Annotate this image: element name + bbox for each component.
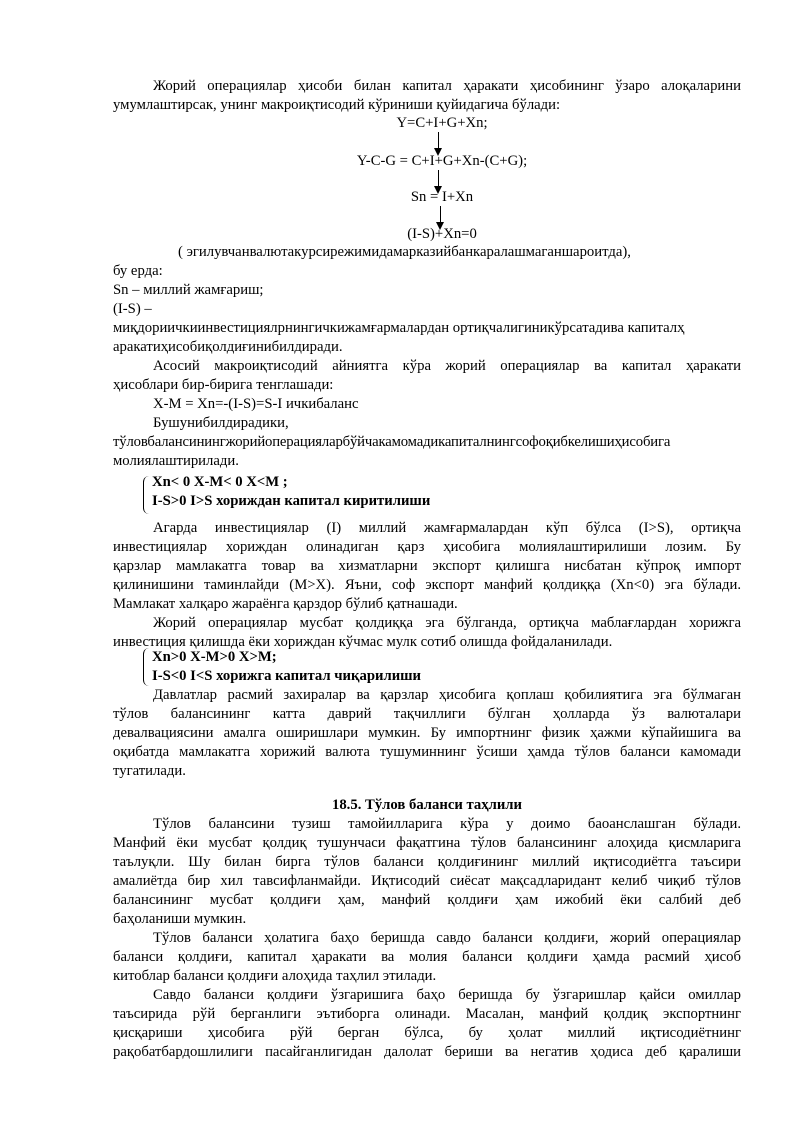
formula-2: Y-C-G = C+I+G+Xn-(C+G); (356, 153, 528, 169)
section-para-1: Тўлов балансини тузиш тамойилларига кўра у доимо баоанслашган бўлади. (153, 816, 741, 832)
case-1-condition-1: Xn< 0 X-M< 0 X<M ; (152, 474, 288, 490)
definition-sn: Sn – миллий жамғариш; (113, 282, 264, 298)
section-para-9: китоблар баланси қолдиғи алоҳида таҳлил этилади. (113, 968, 437, 984)
balance-equation: X-M = Xn=-(I-S)=S-I ичкибаланс (153, 396, 359, 412)
section-para-3: таълуқли. Шу билан бирга тўлов баланси қолдиғининг миллий иқтисодиётга таъсири (113, 854, 741, 870)
section-heading: 18.5. Тўлов баланси таҳлили (331, 797, 522, 813)
balance-line-4: тўловбалансинингжорийоперацияларбўйчакамомадикапиталнингсофоқибкелишиҳисобига (113, 434, 671, 450)
balance-line-2: ҳисоблари бир-бирига тенглашади: (113, 377, 334, 393)
case-1-condition-2: I-S>0 I>S хориждан капитал киритилиши (152, 493, 431, 509)
section-para-7: Тўлов баланси ҳолатига баҳо беришда савдо баланси қолдиғи, жорий операциялар (153, 930, 741, 946)
section-para-6: баҳоланиши мумкин. (113, 911, 247, 927)
section-para-2: Манфий ёки мусбат қолдиқ тушунчаси фақатгина тўлов балансининг алоҳида қисмларига (113, 835, 741, 851)
intro-line-2: умумлаштирсак, унинг макроиқтисодий кўриниши қуйидагича бўлади: (113, 97, 561, 113)
case-2-condition-1: Xn>0 X-M>0 X>M; (152, 649, 277, 665)
arrow-down-icon (440, 206, 441, 224)
formula-3: Sn = I+Xn (410, 189, 474, 205)
case-1-para-7: инвестиция қилишда ёки хориждан кўчмас мулк сотиб олишда фойдаланилади. (113, 634, 613, 650)
definition-is-text-2: аракатиҳисобиқолдиғинибилдиради. (113, 339, 343, 355)
case-1-para-2: инвестициялар хориждан олинадиган қарз ҳисобига молиялаштирилиши лозим. Бу (113, 539, 741, 555)
section-para-11: таъсирида рўй берганлиги эътиборга олинади. Масалан, манфий қолдиқ экспортнинг (113, 1006, 741, 1022)
definitions-label: бу ерда: (113, 263, 163, 279)
intro-line-1: Жорий операциялар ҳисоби билан капитал ҳаракати ҳисобининг ўзаро алоқаларини (153, 78, 741, 94)
case-1-para-4: қилинишини таминлайди (M>X). Яъни, соф экспорт манфий қолдиққа (Xn<0) эга бўлади. (113, 577, 741, 593)
section-para-5: балансининг мусбат қолдиғи ҳам, манфий қолдиғи ҳам ижобий ёки салбий деб (113, 892, 741, 908)
case-2-para-1: Давлатлар расмий захиралар ва қарзлар ҳисобига қоплаш қобилиятига эга бўлмаган (153, 687, 741, 703)
arrow-down-icon (438, 132, 439, 150)
brace-left (143, 648, 151, 686)
balance-line-5: молиялаштирилади. (113, 453, 239, 469)
case-1-para-5: Мамлакат халқаро жараёнга қарздор бўлиб қатнашади. (113, 596, 458, 612)
formula-1: Y=C+I+G+Xn; (396, 115, 488, 131)
formula-4: (I-S)+Xn=0 (407, 226, 477, 242)
section-para-10: Савдо баланси қолдиғи ўзгаришига баҳо беришда бу ўзгаришлар қайси омиллар (153, 987, 741, 1003)
balance-line-3: Бушунибилдирадики, (153, 415, 289, 431)
definition-is: (I-S) – (113, 301, 152, 317)
arrow-down-icon (438, 170, 439, 188)
case-1-para-1: Агарда инвестициялар (I) миллий жамғармалардан кўп бўлса (I>S), ортиқча (153, 520, 741, 536)
balance-line-1: Асосий макроиқтисодий айниятга кўра жорий операциялар ва капитал ҳаракати (153, 358, 741, 374)
section-para-4: амалиётда бир хил тавсифланмайди. Иқтисодий сиёсат мақсадларидант келиб чиқиб тўлов (113, 873, 741, 889)
case-1-para-3: қарзлар мамлакатга товар ва хизматларни экспорт қилишга нисбатан кўпроқ импорт (113, 558, 741, 574)
case-2-para-2: тўлов балансининг катта даврий тақчиллиги бўлган ҳолларда ўз валюталари (113, 706, 741, 722)
case-1-para-6: Жорий операциялар мусбат қолдиққа эга бўлганда, ортиқча маблағлардан хорижга (153, 615, 741, 631)
section-para-8: баланси қолдиғи, капитал ҳаракати ва молия баланси қолдиғи ҳамда расмий ҳисоб (113, 949, 741, 965)
case-2-para-3: девалвациясини амалга оширишлари мумкин. Бу импортнинг физик ҳажми кўпайишига ва (113, 725, 741, 741)
case-2-para-4: оқибатда мамлакатга хорижий валюта тушуминнинг ўсиши ҳамда тўлов баланси камомади (113, 744, 741, 760)
section-para-12: қисқариши ҳисобига рўй берган бўлса, бу ҳолат миллий иқтисодиётнинг (113, 1025, 741, 1041)
definition-is-text-1: миқдориичкиинвестициялрнингичкижамғармалардан ортиқчалигиникўрсатадива капиталҳ (113, 320, 685, 336)
brace-left (143, 476, 151, 514)
case-2-para-5: тугатилади. (113, 763, 186, 779)
case-2-condition-2: I-S<0 I<S хорижга капитал чиқарилиши (152, 668, 422, 684)
section-para-13: рақобатбардошлилиги пасайганлигидан далолат бериши ва негатив ҳодиса деб қаралиши (113, 1044, 741, 1060)
formula-note: ( эгилувчанвалютакурсирежимидамарказийбанкаралашмаганшароитда), (178, 244, 631, 260)
